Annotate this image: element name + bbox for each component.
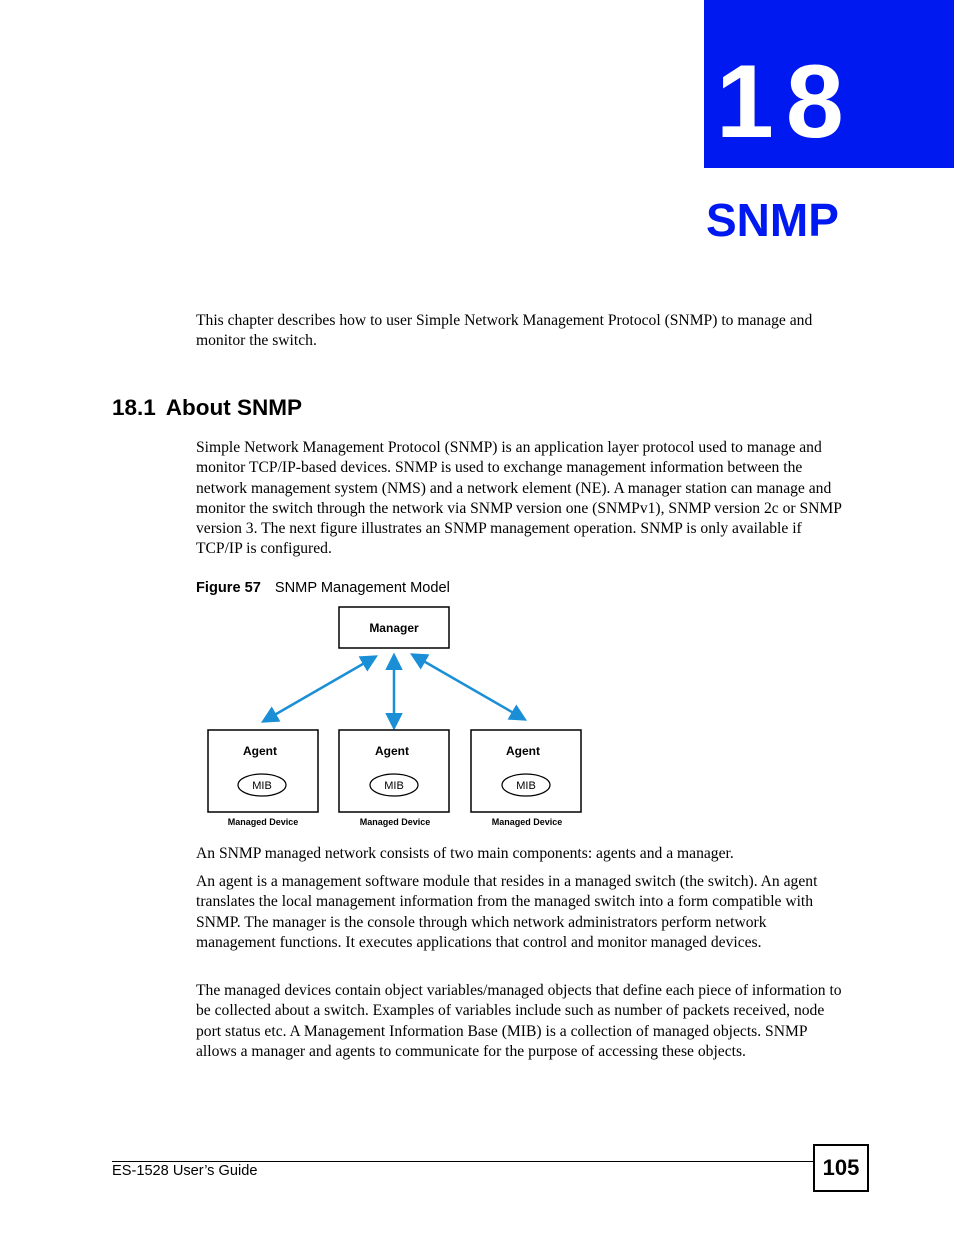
section-heading — [112, 393, 302, 423]
intro-paragraph: This chapter describes how to user Simple Network Management Protocol (SNMP) to manage and monitor the switch. — [196, 312, 813, 350]
managed-device-label-3: Managed Device — [491, 817, 563, 827]
section-paragraph: Simple Network Management Protocol (SNMP) is an application layer protocol used to manage and monitor TCP/IP-based devices. SNMP is used to exchange management information between the network management system (NMS) and a network element (NE). A manager station can manage and monitor the switch through the network via SNMP version one (SNMPv1), SNMP version 2c or SNMP version 3. The next figure illustrates an SNMP management operation. SNMP is only available if TCP/IP is configured. — [196, 439, 842, 558]
body-paragraph-3: The managed devices contain object variables/managed objects that define each piece of information to be collected about a switch. Examples of variables include such as number of packets received, node port status etc. A Management Information Base (MIB) is a collection of managed objects. SNMP allows a manager and agents to communicate for the purpose of accessing these objects. — [196, 982, 842, 1060]
manager-node — [339, 607, 449, 648]
figure-label: Figure 57 — [196, 580, 261, 596]
snmp-management-diagram — [200, 604, 585, 830]
manager-label: Manager — [369, 621, 419, 635]
mib-label-2: MIB — [384, 780, 404, 792]
agent-label-3: Agent — [506, 744, 540, 758]
arrow-manager-agent-3 — [413, 655, 524, 719]
mib-label-1: MIB — [252, 780, 272, 792]
section-title: About SNMP — [165, 395, 303, 420]
body-paragraph-1: An SNMP managed network consists of two main components: agents and a manager. — [196, 845, 734, 862]
snmp-diagram-svg — [200, 604, 585, 830]
body-paragraph-2: An agent is a management software module that resides in a managed switch (the switch). An agent translates the local management information from the managed switch into a form compatible with SNMP. The manager is the console through which network administrators perform network management functions. It executes applications that control and monitor managed devices. — [196, 873, 818, 951]
mib-label-3: MIB — [516, 780, 536, 792]
chapter-number: 18 — [716, 44, 856, 160]
agent-label-1: Agent — [243, 744, 277, 758]
agent-label-2: Agent — [375, 744, 409, 758]
arrow-manager-agent-1 — [264, 657, 375, 721]
page-number: 105 — [813, 1144, 869, 1192]
managed-device-label-2: Managed Device — [359, 817, 431, 827]
agent-box-1 — [208, 730, 318, 812]
agent-node-3 — [471, 730, 581, 827]
agent-box-2 — [339, 730, 449, 812]
figure-title: SNMP Management Model — [274, 580, 450, 596]
chapter-title: SNMP — [706, 194, 839, 246]
agent-node-2 — [339, 730, 449, 827]
figure-caption — [196, 578, 450, 598]
agent-box-3 — [471, 730, 581, 812]
section-number: 18.1 — [112, 395, 156, 420]
footer-guide-title: ES-1528 User’s Guide — [112, 1163, 258, 1179]
agent-node-1 — [208, 730, 318, 827]
managed-device-label-1: Managed Device — [227, 817, 299, 827]
